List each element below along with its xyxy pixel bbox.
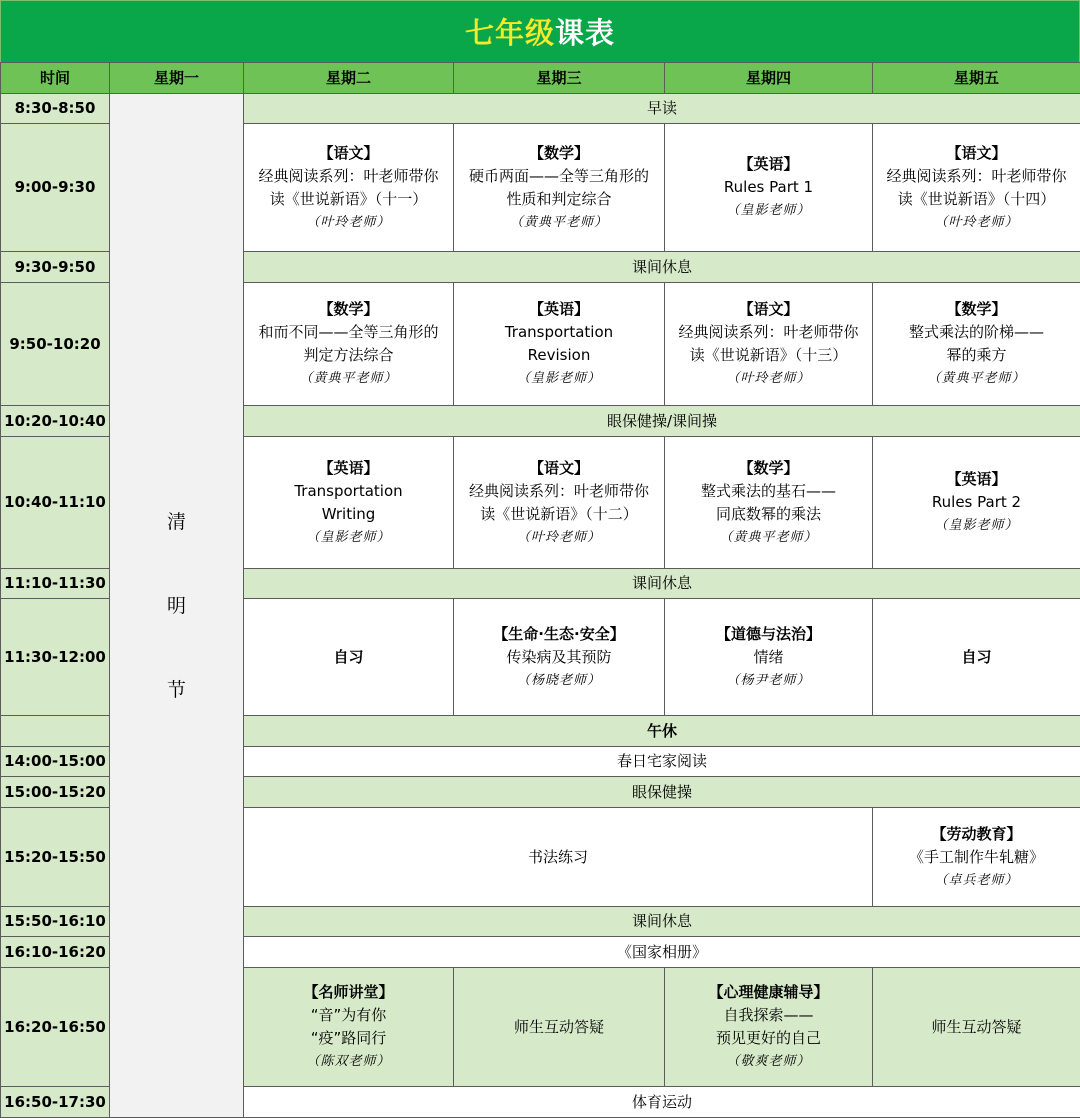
header-row [1,63,1080,94]
lesson-topic: 经典阅读系列：叶老师带你 [886,166,1067,185]
lesson-subject: 【语文】 [318,143,379,162]
lesson-topic: 硬币两面——全等三角形的 [468,166,649,185]
lesson-teacher: （叶玲老师） [516,529,601,545]
lesson-cell [454,283,665,406]
self-study-cell: 自习 [873,599,1080,716]
span-activity: 课间休息 [244,907,1080,937]
lesson-topic: 读《世说新语》（十四） [897,189,1056,208]
lesson-subject: 【数学】 [738,458,799,477]
time-cell: 15:20-15:50 [1,808,110,907]
lesson-subject: 【英语】 [946,470,1007,488]
lesson-topic: Rules Part 1 [723,178,814,196]
lesson-subject: 【名师讲堂】 [303,983,394,1001]
lesson-topic: 传染病及其预防 [506,647,612,666]
lesson-topic: 和而不同——全等三角形的 [258,323,439,341]
lesson-subject: 【心理健康辅导】 [708,983,829,1001]
lesson-cell [665,968,873,1087]
lesson-cell [244,437,454,569]
lesson-topic: 经典阅读系列：叶老师带你 [258,166,439,185]
table-row [1,94,1080,124]
header-wed: 星期三 [454,63,665,94]
lesson-subject: 【道德与法治】 [715,624,821,643]
header-time: 时间 [1,63,110,94]
span-activity: 早读 [244,94,1080,124]
lesson-subject: 【数学】 [528,143,589,162]
lesson-teacher: （卓兵老师） [934,872,1019,888]
lesson-cell [454,437,665,569]
lesson-topic: 经典阅读系列：叶老师带你 [678,323,859,341]
span-activity: 体育运动 [244,1087,1080,1118]
time-cell: 15:00-15:20 [1,777,110,808]
time-cell [1,716,110,747]
monday-note-char: 清 [166,510,186,533]
lesson-cell [873,124,1080,252]
lesson-cell [873,808,1080,907]
span-activity: 《国家相册》 [244,937,1080,968]
lesson-topic: “音”为有你 [310,1006,387,1024]
time-cell: 15:50-16:10 [1,907,110,937]
lesson-subject: 【语文】 [946,143,1007,162]
lesson-cell [665,437,873,569]
lesson-cell [665,124,873,252]
span-activity: 课间休息 [244,569,1080,599]
lesson-teacher: （叶玲老师） [934,214,1019,230]
lesson-teacher: （陈双老师） [306,1054,391,1069]
lesson-topic: 读《世说新语》（十三） [689,346,848,364]
lesson-subject: 【语文】 [738,300,799,318]
lesson-teacher: （杨晓老师） [516,672,601,688]
lesson-teacher: （叶玲老师） [306,214,391,230]
lesson-topic: 整式乘法的阶梯—— [908,323,1044,341]
lesson-topic: 读《世说新语》（十二） [480,504,638,523]
time-cell: 16:20-16:50 [1,968,110,1087]
lesson-teacher: （黄典平老师） [927,371,1026,386]
lesson-topic: 《手工制作牛轧糖》 [908,847,1044,866]
span-activity: 眼保健操/课间操 [244,406,1080,437]
span-activity: 课间休息 [244,252,1080,283]
time-cell: 11:10-11:30 [1,569,110,599]
lesson-subject: 【英语】 [318,458,379,477]
span-activity: 春日宅家阅读 [244,747,1080,777]
lesson-subject: 【英语】 [738,155,799,173]
page-title [0,0,1080,63]
monday-note-char: 明 [166,594,186,617]
time-cell: 8:30-8:50 [1,94,110,124]
lesson-teacher: （黄典平老师） [719,529,818,545]
lesson-teacher: （敬爽老师） [726,1054,811,1069]
lesson-topic: Rules Part 2 [931,493,1022,511]
lesson-topic: Transportation [504,323,614,341]
time-cell: 16:50-17:30 [1,1087,110,1118]
monday-note-char: 节 [166,678,186,701]
lesson-teacher: （黄典平老师） [299,371,398,386]
title-schedule: 课表 [555,16,616,50]
lunch-break-cell: 午休 [244,716,1080,747]
lesson-subject: 【生命·生态·安全】 [493,624,625,643]
time-cell: 9:30-9:50 [1,252,110,283]
qa-cell: 师生互动答疑 [454,968,665,1087]
lesson-topic: 经典阅读系列：叶老师带你 [468,481,649,500]
lesson-subject: 【劳动教育】 [931,824,1022,843]
qa-cell: 师生互动答疑 [873,968,1080,1087]
lesson-subject: 【数学】 [946,300,1007,318]
time-cell: 10:40-11:10 [1,437,110,569]
lesson-teacher: （皇影老师） [306,529,391,545]
lesson-cell [244,124,454,252]
lesson-topic: 幂的乘方 [946,346,1007,364]
header-tue: 星期二 [244,63,454,94]
lesson-subject: 【英语】 [528,300,589,318]
lesson-topic: 同底数幂的乘法 [715,504,821,523]
lesson-cell [873,283,1080,406]
lesson-cell [244,968,454,1087]
lesson-topic: 读《世说新语》（十一） [269,189,428,208]
header-fri: 星期五 [873,63,1080,94]
lesson-cell [873,437,1080,569]
lesson-topic: Writing [321,504,376,523]
time-cell: 16:10-16:20 [1,937,110,968]
self-study-cell: 自习 [244,599,454,716]
monday-holiday-cell [110,94,244,1118]
lesson-teacher: （皇影老师） [726,203,811,218]
span-activity: 书法练习 [244,808,873,907]
lesson-cell [454,599,665,716]
lesson-teacher: （皇影老师） [516,371,601,386]
lesson-teacher: （皇影老师） [934,518,1019,533]
lesson-topic: 自我探索—— [723,1006,814,1024]
time-cell: 9:50-10:20 [1,283,110,406]
lesson-teacher: （黄典平老师） [509,214,608,230]
lesson-topic: Revision [527,346,591,364]
lesson-topic: 整式乘法的基石—— [700,481,836,500]
lesson-topic: “疫”路同行 [310,1029,387,1047]
header-thu: 星期四 [665,63,873,94]
lesson-subject: 【语文】 [528,458,589,477]
lesson-cell [454,124,665,252]
time-cell: 10:20-10:40 [1,406,110,437]
lesson-topic: 判定方法综合 [303,346,394,364]
header-mon: 星期一 [110,63,244,94]
lesson-topic: 情绪 [753,647,784,666]
time-cell: 11:30-12:00 [1,599,110,716]
lesson-topic: Transportation [294,481,403,500]
time-cell: 9:00-9:30 [1,124,110,252]
lesson-topic: 性质和判定综合 [506,189,612,208]
schedule-table [0,62,1080,1118]
lesson-teacher: （杨尹老师） [726,672,811,688]
lesson-cell [665,599,873,716]
span-activity: 眼保健操 [244,777,1080,808]
lesson-cell [665,283,873,406]
lesson-topic: 预见更好的自己 [715,1029,821,1047]
lesson-teacher: （叶玲老师） [726,371,811,386]
title-grade: 七年级 [464,16,555,50]
lesson-subject: 【数学】 [318,300,379,318]
lesson-cell [244,283,454,406]
time-cell: 14:00-15:00 [1,747,110,777]
